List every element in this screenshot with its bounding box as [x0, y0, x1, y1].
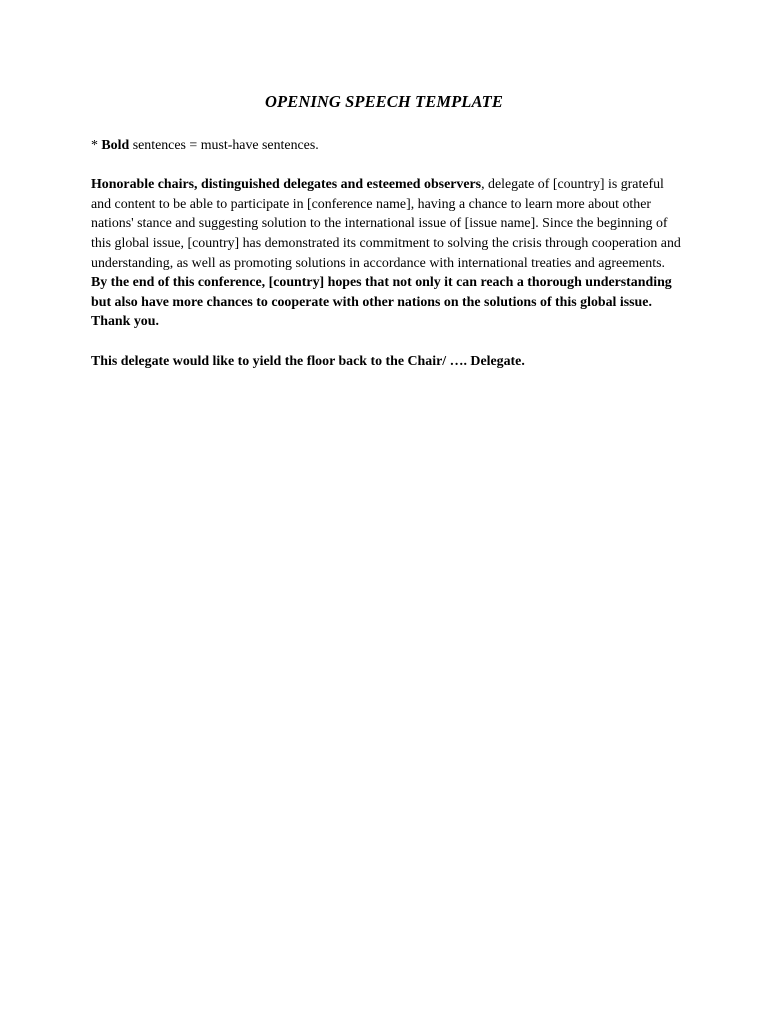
- speech-body: , delegate of [country] is grateful and content to be able to participate in [conference name], having a chance to learn more about other nations' stance and suggesting solution to the international issue of [issue name]. Since the beginning of this global issue, [country] has demonstrated its commitment to solving the crisis through cooperation and understanding, as well as promoting solutions in accordance with international treaties and agreements.: [91, 177, 681, 271]
- note-prefix: *: [91, 138, 102, 153]
- note-rest: sentences = must-have sentences.: [129, 138, 319, 153]
- document-title: OPENING SPEECH TEMPLATE: [265, 92, 503, 111]
- speech-opening-bold: Honorable chairs, distinguished delegates and esteemed observers: [91, 177, 482, 193]
- yield-text: This delegate would like to yield the floor back to the Chair/ …. Delegate.: [91, 353, 525, 369]
- yield-paragraph: [91, 352, 681, 372]
- note-bold-word: Bold: [101, 138, 130, 153]
- document-body: [91, 136, 681, 391]
- bold-note: [91, 136, 681, 156]
- speech-paragraph: [91, 175, 681, 332]
- speech-closing-bold: By the end of this conference, [country] hopes that not only it can reach a thorough understanding but also have more chances to cooperate with other nations on the solutions of this global issue. Thank you.: [91, 275, 672, 330]
